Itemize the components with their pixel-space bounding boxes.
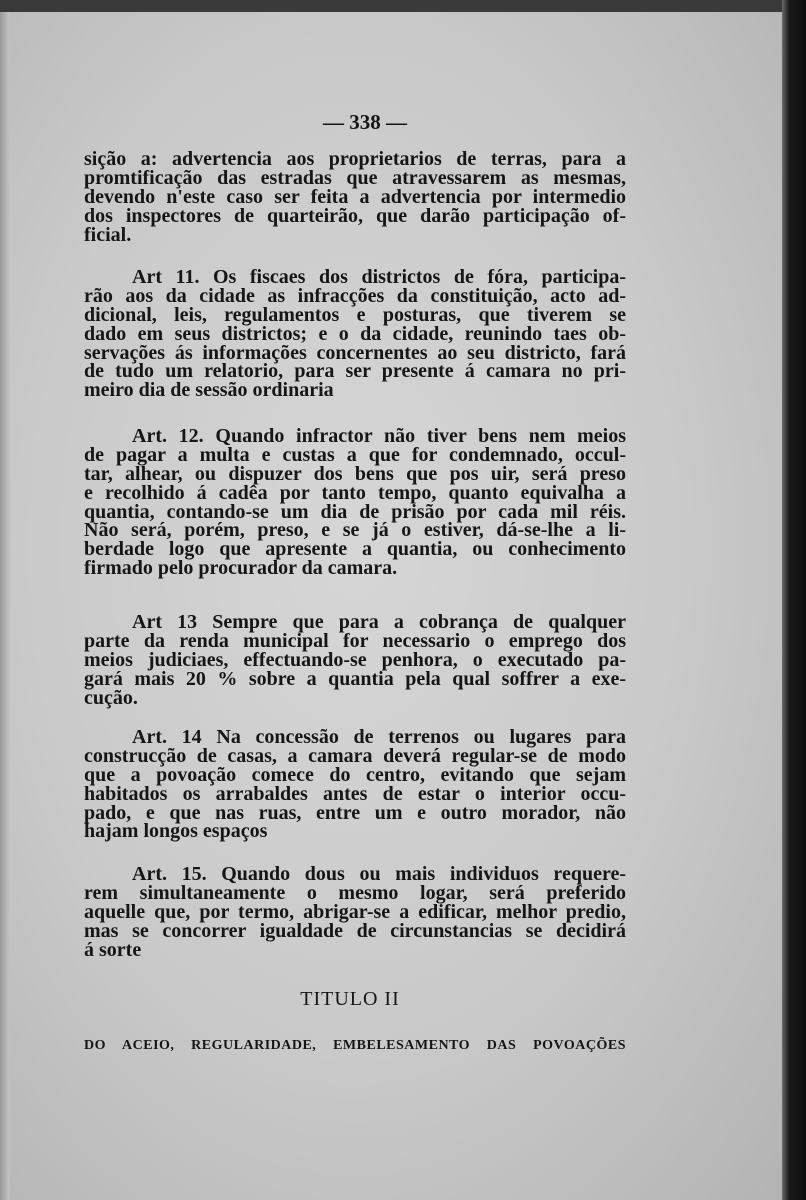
scan-left-edge — [0, 12, 10, 1200]
section-title: TITULO II — [300, 988, 400, 1010]
book-binding-edge — [782, 0, 806, 1200]
text-line: e recolhido á cadêa por tanto tempo, quanto equivalha a — [84, 481, 626, 504]
text-line: mas se concorrer igualdade de circunstancias se decidirá — [84, 919, 626, 942]
article-12 — [84, 427, 626, 578]
text-line: Art. 14 Na concessão de terrenos ou lugares para — [132, 726, 626, 748]
section-subtitle: DO ACEIO, REGULARIDADE, EMBELESAMENTO DAS POVOAÇÕES — [84, 1038, 626, 1053]
text-line: rem simultaneamente o mesmo logar, será preferido — [84, 881, 626, 904]
text-line: rão aos da cidade as infracções da constituição, acto ad- — [84, 284, 626, 307]
text-line: ficial. — [84, 223, 132, 246]
text-line: firmado pelo procurador da camara. — [84, 557, 398, 580]
text-line: aquelle que, por termo, abrigar-se a edificar, melhor predio, — [84, 900, 626, 923]
article-14 — [84, 728, 626, 841]
text-line: construcção de casas, a camara deverá regular-se de modo — [84, 744, 626, 767]
text-line: tar, alhear, ou dispuzer dos bens que pos uir, será preso — [84, 462, 626, 485]
text-line: habitados os arrabaldes antes de estar o interior occu- — [84, 782, 626, 805]
text-line: dado em seus districtos; e o da cidade, reunindo taes ob- — [84, 322, 626, 345]
text-line: meios judiciaes, effectuando-se penhora, o executado pa- — [84, 648, 626, 671]
paragraph-continuation — [84, 150, 626, 244]
text-line: hajam longos espaços — [84, 820, 268, 843]
text-line: Não será, porém, preso, e se já o estiver, dá-se-lhe a li- — [84, 519, 626, 542]
text-line: Art 13 Sempre que para a cobrança de qualquer — [132, 611, 626, 633]
text-line: berdade logo que apresente a quantia, ou conhecimento — [84, 538, 626, 561]
text-line: promtificação das estradas que atravessarem as mesmas, — [84, 166, 626, 189]
article-11 — [84, 268, 626, 400]
text-line: cução. — [84, 686, 138, 709]
text-line: á sorte — [84, 938, 142, 961]
text-line: de pagar a multa e custas a que for condemnado, occul- — [84, 443, 626, 466]
page-number: — 338 — — [323, 110, 407, 134]
text-line: meiro dia de sessão ordinaria — [84, 379, 334, 402]
text-line: de tudo um relatorio, para ser presente á camara no pri- — [84, 360, 626, 383]
text-line: parte da renda municipal for necessario o emprego dos — [84, 629, 626, 652]
text-line: Art 11. Os fiscaes dos districtos de fóra, participa- — [132, 266, 626, 288]
text-line: servações ás informações concernentes ao seu districto, fará — [84, 341, 626, 364]
text-line: pado, e que nas ruas, entre um e outro morador, não — [84, 801, 626, 824]
text-line: que a povoação comece do centro, evitando que sejam — [84, 763, 626, 786]
article-13 — [84, 613, 626, 707]
text-line: dos inspectores de quarteirão, que darão participação of- — [84, 204, 626, 227]
text-line: devendo n'este caso ser feita a advertencia por intermedio — [84, 185, 626, 208]
text-line: Art. 12. Quando infractor não tiver bens nem meios — [132, 425, 626, 447]
text-line: dicional, leis, regulamentos e posturas, que tiverem se — [84, 303, 626, 326]
text-line: quantia, contando-se um dia de prisão por cada mil réis. — [84, 500, 626, 523]
article-15 — [84, 865, 626, 959]
text-line: sição a: advertencia aos proprietarios de terras, para a — [84, 148, 626, 170]
text-line: gará mais 20 % sobre a quantia pela qual soffrer a exe- — [84, 667, 626, 690]
text-line: Art. 15. Quando dous ou mais individuos requere- — [132, 863, 626, 885]
